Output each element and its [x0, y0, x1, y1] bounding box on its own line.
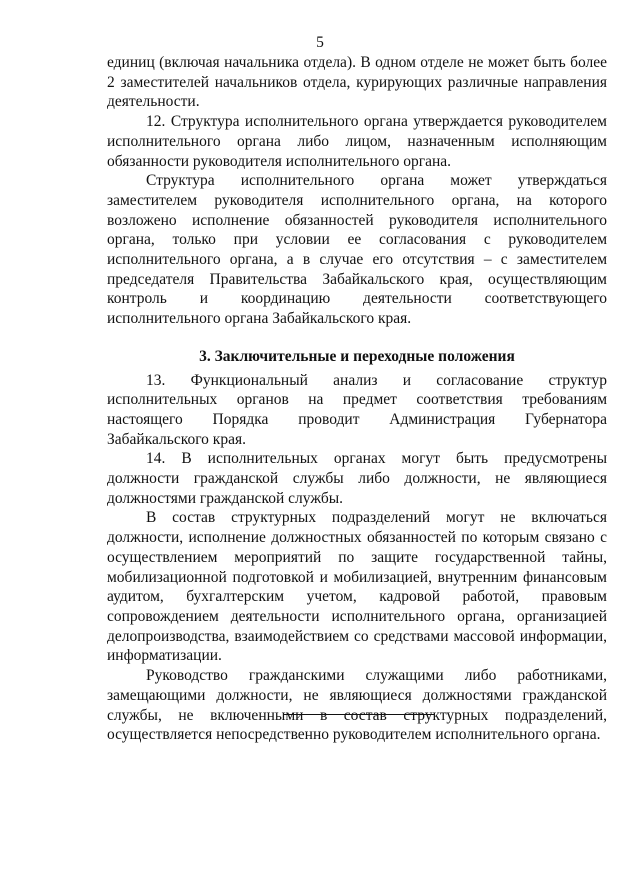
paragraph-continuation: единиц (включая начальника отдела). В одном отделе не может быть более 2 заместителей начальников отдела, курирующих различные направления деятельности.	[107, 54, 607, 111]
paragraph-13: 13. Функциональный анализ и согласование структур исполнительных органов на предмет соответствия требованиям настоящего Порядка проводит Администрация Губернатора Забайкальского края.	[107, 371, 607, 448]
paragraph-12: 12. Структура исполнительного органа утверждается руководителем исполнительного органа либо лицом, назначенным исполняющим обязанности руководителя исполнительного органа.	[107, 113, 607, 170]
section-title: 3. Заключительные и переходные положения	[199, 347, 515, 365]
closing-divider-line	[284, 714, 434, 715]
document-body	[107, 53, 607, 745]
paragraph-14: 14. В исполнительных органах могут быть предусмотрены должности гражданской службы либо должности, не являющиеся должностями гражданской службы.	[107, 450, 607, 507]
paragraph-12-continuation: Структура исполнительного органа может утверждаться заместителем руководителя исполнительного органа, на которого возложено исполнение обязанностей руководителя исполнительного органа, только при условии ее согласования с руководителем исполнительного органа, а в случае его отсутствия – с заместителем председателя Правительства Забайкальского края, осуществляющим контроль и координацию деятельности соответствующего исполнительного органа Забайкальского края.	[107, 172, 607, 328]
page-number: 5	[316, 34, 324, 51]
paragraph-14-continuation-1: В состав структурных подразделений могут не включаться должности, исполнение должностных обязанностей по которым связано с осуществлением мероприятий по защите государственной тайны, мобилизационной подготовкой и мобилизацией, внутренним финансовым аудитом, бухгалтерским учетом, кадровой работой, правовым сопровождением деятельности исполнительного органа, организацией делопроизводства, взаимодействием со средствами массовой информации, информатизации.	[107, 509, 607, 665]
paragraph-14-continuation-2: Руководство гражданскими служащими либо работниками, замещающими должности, не являющиеся должностями гражданской службы, не включенными в состав структурных подразделений, осуществляется непосредственно руководителем исполнительного органа.	[107, 667, 607, 744]
